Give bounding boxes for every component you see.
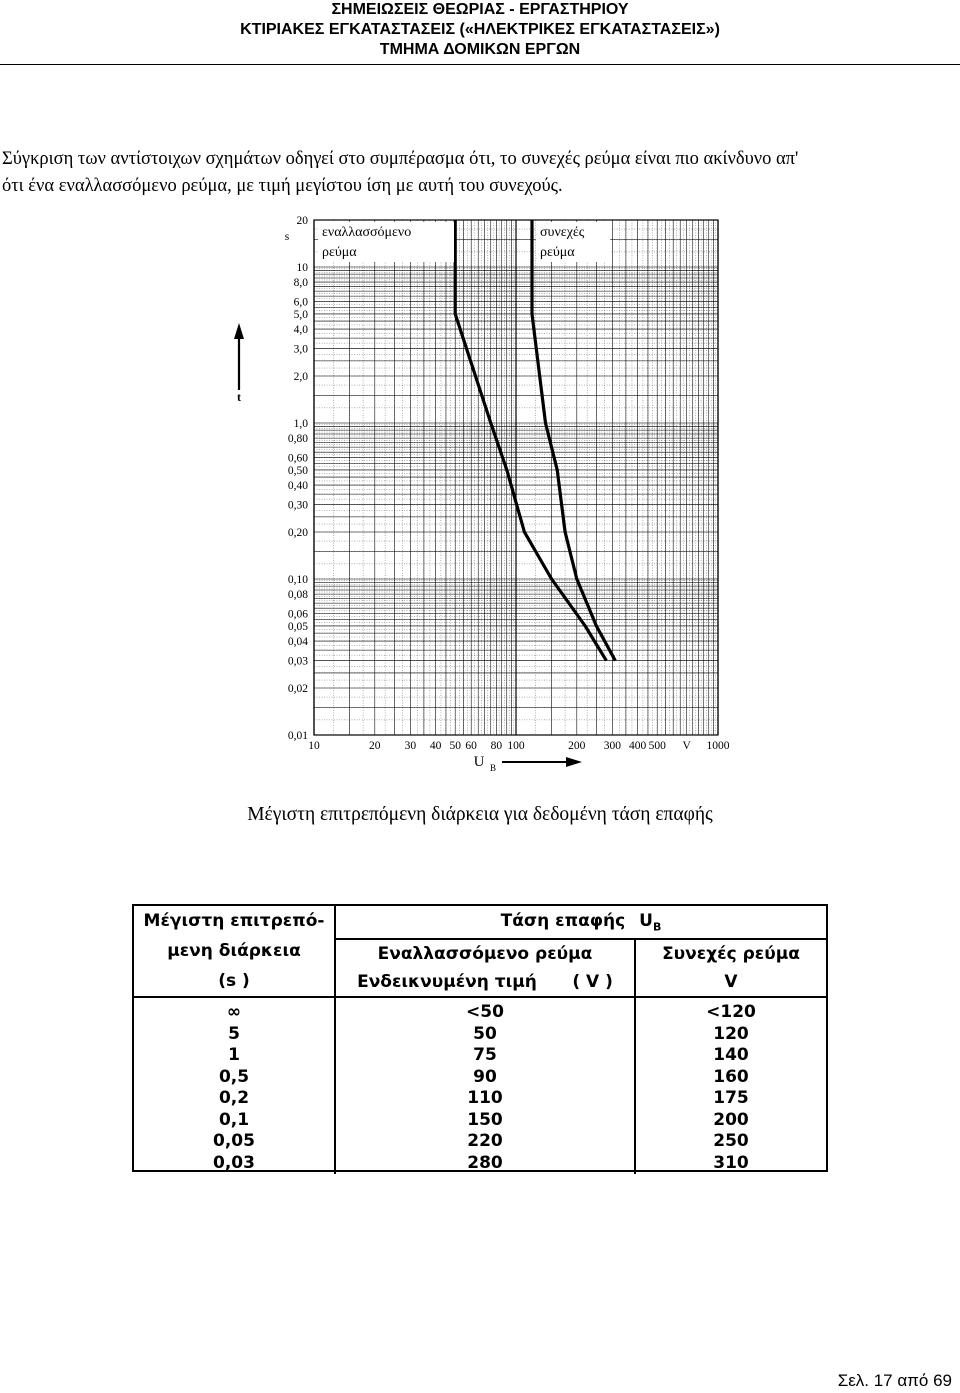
contact-voltage-table bbox=[132, 904, 828, 1172]
header-rule bbox=[0, 64, 960, 65]
body-paragraph bbox=[2, 146, 958, 200]
ac-header-line-1: Εναλλασσόμενο ρεύμα bbox=[377, 944, 593, 964]
x-axis-label-sub: B bbox=[489, 763, 497, 773]
ac-value-cell: 110 bbox=[467, 1088, 503, 1108]
ac-value-cell: <50 bbox=[466, 1002, 504, 1022]
ac-value-cell: 220 bbox=[467, 1131, 503, 1151]
ac-value-cell: 50 bbox=[473, 1023, 497, 1044]
dc-value-cell: <120 bbox=[706, 1002, 756, 1022]
x-tick-label: 60 bbox=[465, 740, 477, 752]
ac-value-cell: 90 bbox=[473, 1066, 497, 1087]
y-tick-label: 0,08 bbox=[287, 589, 308, 602]
dc-value-cell: 250 bbox=[713, 1131, 749, 1151]
y-tick-label: 20 bbox=[296, 215, 308, 227]
dc-curve-label-line-1: συνεχές bbox=[540, 225, 585, 240]
duration-header-line-2: μενη διάρκεια bbox=[167, 941, 301, 961]
y-tick-label: 0,80 bbox=[287, 433, 308, 446]
x-tick-label: 30 bbox=[404, 740, 417, 752]
y-tick-label: 0,05 bbox=[287, 620, 308, 633]
duration-header-line-3: (s ) bbox=[218, 971, 250, 991]
group-header-symbol-sub: B bbox=[652, 920, 662, 934]
ac-value-cell: 280 bbox=[467, 1152, 503, 1173]
y-tick-label: 0,10 bbox=[287, 573, 308, 586]
y-tick-label: 1,0 bbox=[293, 417, 308, 430]
y-tick-label: 10 bbox=[296, 261, 308, 274]
y-tick-label: 0,30 bbox=[287, 499, 308, 512]
y-tick-label: 4,0 bbox=[293, 324, 308, 337]
duration-cell: 5 bbox=[228, 1023, 240, 1044]
header-line-2: ΚΤΙΡΙΑΚΕΣ ΕΓΚΑΤΑΣΤΑΣΕΙΣ («ΗΛΕΚΤΡΙΚΕΣ ΕΓΚΑΤΑΣΤΑΣΕΙΣ») bbox=[240, 21, 720, 38]
y-tick-label: 8,0 bbox=[293, 277, 308, 290]
time-voltage-chart bbox=[230, 205, 740, 780]
y-tick-label: 0,60 bbox=[287, 452, 308, 465]
dc-value-cell: 175 bbox=[713, 1088, 749, 1108]
duration-cell: 0,03 bbox=[213, 1152, 255, 1173]
duration-cell: 0,5 bbox=[218, 1066, 250, 1087]
ac-column-header bbox=[335, 939, 635, 997]
x-axis-arrowhead bbox=[566, 757, 582, 767]
y-tick-label: 0,04 bbox=[287, 636, 308, 649]
y-axis-label: t bbox=[237, 390, 241, 404]
y-tick-label: 2,0 bbox=[293, 371, 308, 384]
duration-cell: 0,05 bbox=[213, 1131, 255, 1151]
y-tick-label: 0,02 bbox=[287, 683, 308, 696]
y-tick-label: 0,01 bbox=[287, 730, 308, 742]
x-unit-label: V bbox=[682, 740, 691, 752]
document-header bbox=[0, 0, 960, 60]
y-tick-label: 0,50 bbox=[287, 464, 308, 477]
ac-value-cell: 75 bbox=[473, 1045, 497, 1065]
group-header-symbol: U bbox=[639, 910, 653, 931]
ac-curve-label-line-1: εναλλασσόμενο bbox=[322, 225, 412, 240]
ac-header-line-2: Ενδεικνυμένη τιμή ( V ) bbox=[357, 972, 613, 992]
duration-column-header bbox=[134, 906, 335, 997]
x-axis-label: U bbox=[473, 754, 485, 770]
x-tick-label: 10 bbox=[308, 740, 320, 752]
duration-header-line-1: Μέγιστη επιτρεπό- bbox=[143, 911, 325, 931]
dc-header-line-2: V bbox=[724, 972, 738, 992]
y-unit-label: s bbox=[284, 231, 290, 243]
dc-value-cell: 140 bbox=[713, 1045, 749, 1065]
dc-value-cell: 120 bbox=[713, 1023, 749, 1044]
body-line-2: ότι ένα εναλλασσόμενο ρεύμα, με τιμή μεγίστου ίση με αυτή του συνεχούς. bbox=[2, 176, 563, 196]
duration-column bbox=[134, 997, 335, 1174]
x-tick-label: 80 bbox=[490, 740, 503, 752]
x-tick-label: 40 bbox=[429, 740, 442, 752]
dc-column-header bbox=[635, 939, 826, 997]
duration-cell: 0,2 bbox=[218, 1088, 250, 1108]
duration-cell: ∞ bbox=[226, 1002, 242, 1022]
y-tick-label: 3,0 bbox=[293, 343, 308, 356]
y-tick-label: 0,40 bbox=[287, 480, 308, 493]
y-tick-label: 0,06 bbox=[287, 608, 308, 621]
page-number: Σελ. 17 από 69 bbox=[837, 1371, 952, 1390]
header-line-1: ΣΗΜΕΙΩΣΕΙΣ ΘΕΩΡΙΑΣ - ΕΡΓΑΣΤΗΡΙΟΥ bbox=[331, 1, 629, 18]
y-tick-label: 5,0 bbox=[293, 308, 308, 321]
duration-cell: 1 bbox=[228, 1045, 240, 1065]
group-header-label: Τάση επαφής bbox=[500, 910, 626, 931]
dc-value-cell: 200 bbox=[713, 1109, 749, 1130]
ac-curve-label-line-2: ρεύμα bbox=[322, 245, 357, 260]
ac-value-cell: 150 bbox=[467, 1109, 503, 1130]
x-tick-label: 100 bbox=[507, 740, 525, 752]
header-line-3: ΤΜΗΜΑ ΔΟΜΙΚΩΝ ΕΡΓΩΝ bbox=[379, 41, 581, 58]
x-tick-label: 20 bbox=[369, 740, 381, 752]
contact-voltage-group-header bbox=[335, 906, 826, 939]
x-tick-label: 1000 bbox=[706, 740, 730, 752]
dc-header-line-1: Συνεχές ρεύμα bbox=[662, 944, 800, 964]
duration-cell: 0,1 bbox=[218, 1109, 250, 1130]
chart-caption: Μέγιστη επιτρεπόμενη διάρκεια για δεδομένη τάση επαφής bbox=[247, 804, 713, 825]
body-line-1: Σύγκριση των αντίστοιχων σχημάτων οδηγεί στο συμπέρασμα ότι, το συνεχές ρεύμα είναι πιο ακίνδυνο απ' bbox=[2, 149, 799, 169]
dc-value-cell: 310 bbox=[713, 1152, 749, 1173]
y-axis-arrowhead bbox=[234, 323, 244, 339]
y-tick-label: 6,0 bbox=[293, 296, 308, 309]
y-tick-label: 0,20 bbox=[287, 527, 308, 540]
ac-column bbox=[335, 997, 635, 1174]
dc-value-cell: 160 bbox=[713, 1066, 749, 1087]
x-tick-label: 50 bbox=[449, 740, 461, 752]
dc-column bbox=[635, 997, 826, 1174]
x-tick-label: 400 bbox=[628, 740, 647, 752]
y-tick-label: 0,03 bbox=[287, 655, 308, 668]
dc-curve-label-line-2: ρεύμα bbox=[540, 245, 575, 260]
x-tick-label: 300 bbox=[603, 740, 622, 752]
x-tick-label: 200 bbox=[568, 740, 586, 752]
x-tick-label: 500 bbox=[648, 740, 666, 752]
